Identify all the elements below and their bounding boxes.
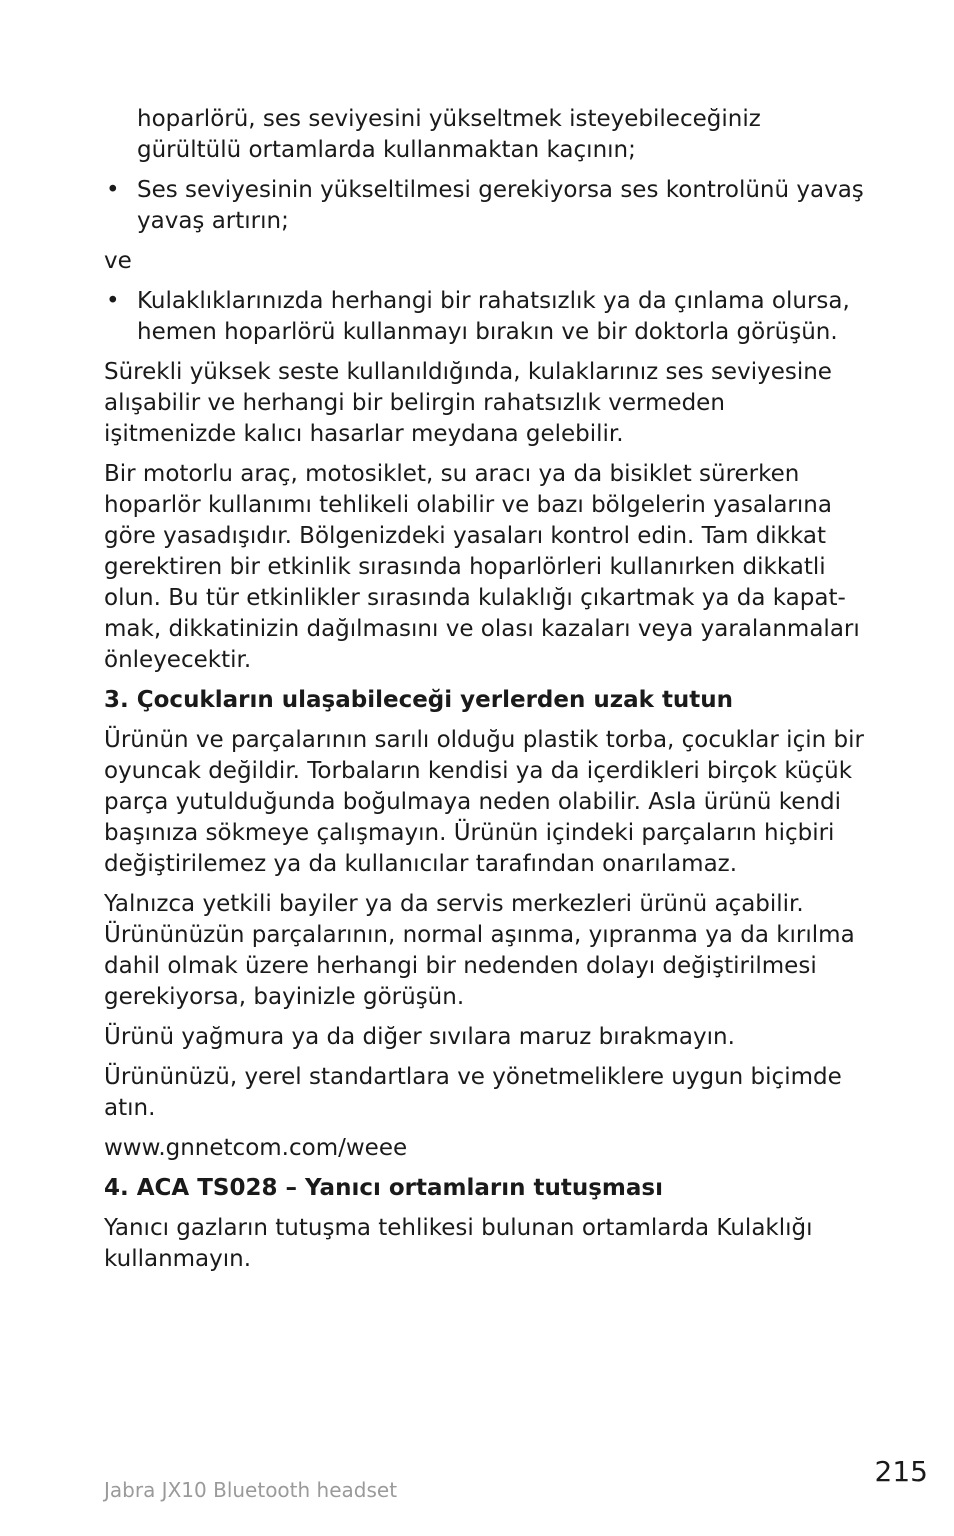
bullet-continuation: hoparlörü, ses seviyesini yükseltmek isteyebileceğiniz gürültülü ortamlarda kullanmaktan kaçının; (137, 106, 761, 163)
bullet-icon: • (106, 288, 120, 314)
paragraph: Bir motorlu araç, motosiklet, su aracı ya da bisiklet sürerken hoparlör kullanımı tehlikeli olabilir ve bazı bölgelerin yasalarına göre yasadışıdır. Bölgenizdeki yasaları kontrol edin. Tam dikkat gerektiren bir etkinlik sırasında hoparlörleri kullanırken dikkatli olun. Bu tür etkinlikler sırasında kulaklığı çıkartmak ya da kapat-mak, dikkatinizin dağılmasını ve olası kazaları veya yaralanmaları önleyecektir. (104, 461, 860, 673)
paragraph: Yalnızca yetkili bayiler ya da servis merkezleri ürünü açabilir. Ürününüzün parçalarının, normal aşınma, yıpranma ya da kırılma dahil olmak üzere herhangi bir nedenden dolayı değiştirilmesi gerekiyorsa, bayinizle görüşün. (104, 891, 855, 1010)
paragraph: Sürekli yüksek seste kullanıldığında, kulaklarınız ses seviyesine alışabilir ve herhangi bir belirgin rahatsızlık vermeden işitmenizde kalıcı hasarlar meydana gelebilir. (104, 359, 832, 447)
section-heading: 3. Çocukların ulaşabileceği yerlerden uzak tutun (104, 687, 734, 713)
section-heading: 4. ACA TS028 – Yanıcı ortamların tutuşması (104, 1175, 663, 1201)
paragraph: Yanıcı gazların tutuşma tehlikesi bulunan ortamlarda Kulaklığı kullanmayın. (104, 1215, 813, 1272)
connector-text: ve (104, 248, 132, 274)
bullet-item (104, 286, 864, 348)
page-number: 215 (874, 1455, 928, 1488)
footer-product-name: Jabra JX10 Bluetooth headset (104, 1478, 398, 1502)
bullet-icon: • (106, 177, 120, 203)
url-text: www.gnnetcom.com/weee (104, 1135, 408, 1161)
bullet-item (104, 175, 864, 237)
paragraph: Ürünü yağmura ya da diğer sıvılara maruz bırakmayın. (104, 1024, 735, 1050)
paragraph: Ürünün ve parçalarının sarılı olduğu plastik torba, çocuklar için bir oyuncak değildir. Torbaların kendisi ya da içerdikleri birçok küçük parça yutulduğunda boğulmaya neden olabilir. Asla ürünü kendi başınıza sökmeye çalışmayın. Ürünün içindeki parçaların hiçbiri değiştirilemez ya da kullanıcılar tarafından onarılamaz. (104, 727, 864, 877)
paragraph: Ürününüzü, yerel standartlara ve yönetmeliklere uygun biçimde atın. (104, 1064, 842, 1121)
bullet-text: Ses seviyesinin yükseltilmesi gerekiyorsa ses kontrolünü yavaş yavaş artırın; (137, 177, 864, 234)
bullet-text: Kulaklıklarınızda herhangi bir rahatsızlık ya da çınlama olursa, hemen hoparlörü kullanmayı bırakın ve bir doktorla görüşün. (137, 288, 850, 345)
page-content (104, 104, 864, 1284)
